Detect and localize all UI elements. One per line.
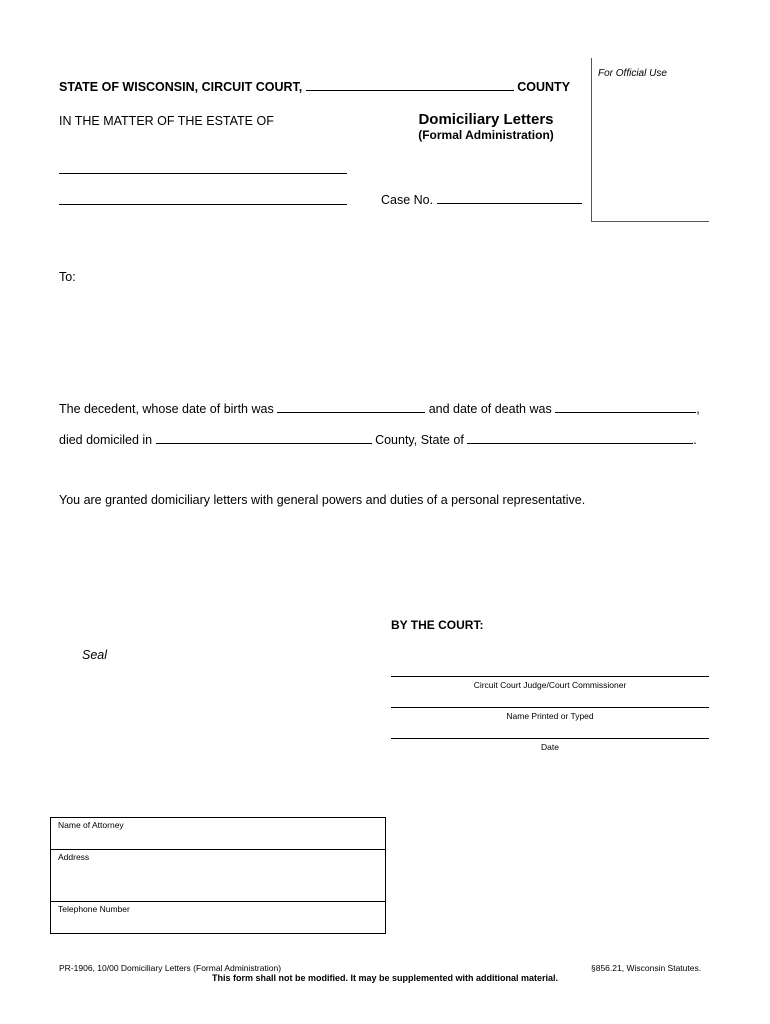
form-id: PR-1906, 10/00 Domiciliary Letters (Formal Administration) bbox=[59, 963, 282, 973]
county-field[interactable] bbox=[306, 78, 514, 91]
date-caption: Date bbox=[541, 742, 559, 752]
domicile-end: . bbox=[693, 433, 697, 447]
county-label: COUNTY bbox=[517, 80, 571, 94]
official-use-label: For Official Use bbox=[598, 68, 667, 79]
court-header bbox=[59, 78, 570, 94]
attorney-info-box bbox=[50, 817, 386, 934]
death-label: and date of death was bbox=[428, 402, 552, 416]
printed-name-caption: Name Printed or Typed bbox=[506, 711, 594, 721]
domicile-label: died domiciled in bbox=[59, 433, 153, 447]
case-number-label: Case No. bbox=[381, 193, 434, 207]
grant-statement: You are granted domiciliary letters with general powers and duties of a personal representative. bbox=[59, 493, 586, 507]
birth-label: The decedent, whose date of birth was bbox=[59, 402, 274, 416]
attorney-address-cell[interactable] bbox=[51, 850, 385, 902]
to-label: To: bbox=[59, 270, 76, 284]
county-state-label: County, State of bbox=[375, 433, 464, 447]
state-court-label: STATE OF WISCONSIN, CIRCUIT COURT, bbox=[59, 80, 303, 94]
printed-name-line[interactable] bbox=[391, 707, 709, 708]
estate-matter-label: IN THE MATTER OF THE ESTATE OF bbox=[59, 114, 274, 128]
case-number-row bbox=[381, 191, 582, 207]
attorney-telephone-cell[interactable] bbox=[51, 902, 385, 933]
attorney-address-label: Address bbox=[58, 852, 90, 862]
page-subtitle: (Formal Administration) bbox=[418, 128, 554, 142]
case-number-field[interactable] bbox=[437, 191, 582, 204]
decedent-dates-line bbox=[59, 400, 700, 416]
date-line[interactable] bbox=[391, 738, 709, 739]
attorney-name-label: Name of Attorney bbox=[58, 820, 124, 830]
attorney-telephone-label: Telephone Number bbox=[58, 904, 130, 914]
statute-reference: §856.21, Wisconsin Statutes. bbox=[591, 963, 702, 973]
death-date-field[interactable] bbox=[555, 400, 696, 413]
modification-notice: This form shall not be modified. It may be supplemented with additional material. bbox=[211, 973, 559, 983]
judge-signature-caption: Circuit Court Judge/Court Commissioner bbox=[473, 680, 627, 690]
domicile-line bbox=[59, 431, 697, 447]
death-suffix: , bbox=[696, 402, 700, 416]
page-title: Domiciliary Letters bbox=[418, 111, 554, 128]
header-bottom-rule bbox=[591, 221, 709, 222]
estate-name-line-2[interactable] bbox=[59, 204, 347, 205]
domicile-state-field[interactable] bbox=[467, 431, 693, 444]
birth-date-field[interactable] bbox=[277, 400, 425, 413]
attorney-name-cell[interactable] bbox=[51, 818, 385, 850]
domicile-county-field[interactable] bbox=[156, 431, 372, 444]
estate-name-line-1[interactable] bbox=[59, 173, 347, 174]
judge-signature-line[interactable] bbox=[391, 676, 709, 677]
seal-label: Seal bbox=[82, 648, 108, 662]
by-the-court-label: BY THE COURT: bbox=[391, 618, 484, 632]
